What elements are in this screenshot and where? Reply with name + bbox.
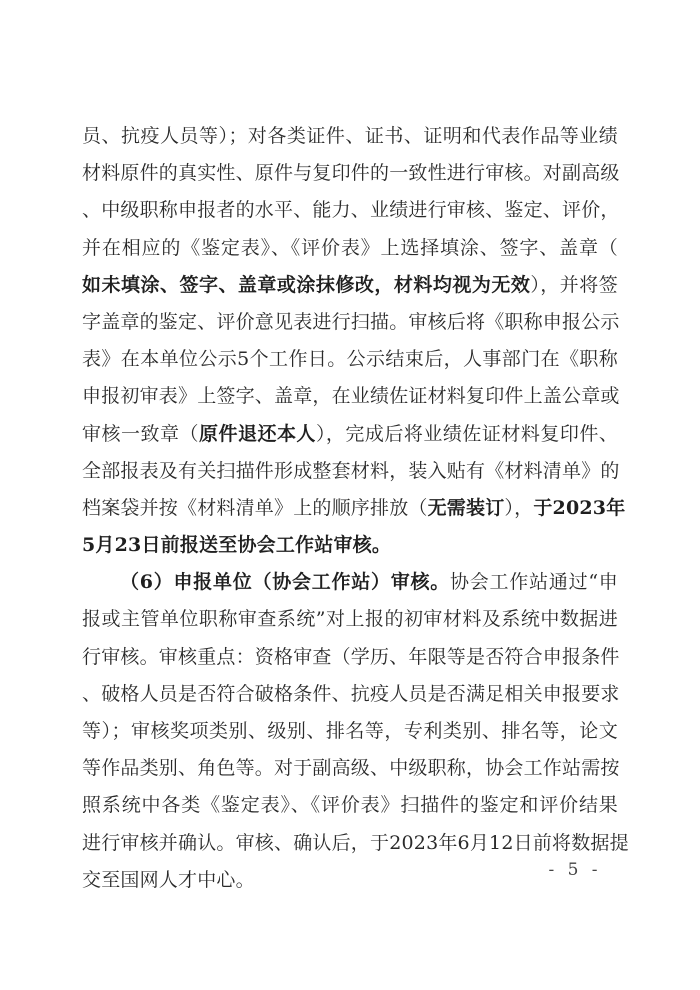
text-line — [82, 564, 618, 601]
text-segment: 进行审核并确认。审核、确认后，于2023年6月12日前将数据提 — [82, 831, 629, 854]
text-segment: 档案袋并按《材料清单》上的顺序排放（ — [82, 496, 428, 519]
text-line — [82, 304, 618, 341]
text-segment: 字盖章的鉴定、评价意见表进行扫描。审核后将《职称申报公示 — [82, 310, 620, 333]
emphasized-text: （6）申报单位（协会工作站）审核。 — [120, 571, 451, 594]
text-segment: 报或主管单位职称审查系统”对上报的初审材料及系统中数据进 — [82, 608, 618, 631]
text-line — [82, 230, 618, 267]
text-segment: 审核一致章（ — [82, 422, 199, 445]
text-segment: 等）；审核奖项类别、级别、排名等，专利类别、排名等，论文 — [82, 720, 618, 742]
text-segment: ），并将签 — [530, 273, 618, 296]
text-line — [82, 378, 618, 415]
text-line — [82, 453, 618, 490]
text-segment: ），完成后将业绩佐证材料复印件、 — [315, 422, 619, 445]
text-line — [82, 713, 618, 750]
text-segment: 等作品类别、角色等。对于副高级、中级职称，协会工作站需按 — [82, 757, 620, 780]
text-line — [82, 341, 618, 378]
text-line — [82, 825, 629, 862]
emphasized-text: 如未填涂、签字、盖章或涂抹修改，材料均视为无效 — [82, 273, 531, 296]
text-line — [82, 416, 618, 453]
text-line — [82, 601, 618, 638]
text-segment: 员、抗疫人员等）；对各类证件、证书、证明和代表作品等业绩 — [82, 125, 618, 147]
text-segment: 材料原件的真实性、原件与复印件的一致性进行审核。对副高级 — [82, 162, 620, 185]
body-text — [82, 118, 629, 899]
text-line — [82, 676, 618, 713]
text-segment: 行审核。审核重点：资格审查（学历、年限等是否符合申报条件 — [82, 645, 620, 668]
text-line — [82, 639, 618, 676]
text-segment: ）， — [504, 496, 534, 519]
text-segment: 表》在本单位公示5个工作日。公示结束后，人事部门在《职称 — [82, 348, 618, 371]
text-segment: 协会工作站通过“申 — [450, 571, 618, 594]
text-segment: 交至国网人才中心。 — [82, 868, 255, 891]
text-line — [82, 267, 618, 304]
text-line — [82, 490, 626, 527]
text-segment: 照系统中各类《鉴定表》、《评价表》扫描件的鉴定和评价结果 — [82, 794, 618, 817]
text-line — [82, 192, 618, 229]
text-line — [82, 527, 618, 564]
page-number: - 5 - — [548, 860, 602, 880]
emphasized-text: 5月23日前报送至协会工作站审核。 — [82, 534, 392, 557]
text-segment: 全部报表及有关扫描件形成整套材料，装入贴有《材料清单》的 — [82, 459, 620, 482]
text-segment: 、破格人员是否符合破格条件、抗疫人员是否满足相关申报要求 — [82, 682, 620, 705]
text-line — [82, 155, 618, 192]
text-line — [82, 787, 618, 824]
emphasized-text: 无需装订 — [427, 496, 505, 519]
text-segment: 、中级职称申报者的水平、能力、业绩进行审核、鉴定、评价， — [82, 199, 620, 222]
text-line — [82, 118, 618, 155]
text-segment: 申报初审表》上签字、盖章，在业绩佐证材料复印件上盖公章或 — [82, 385, 620, 408]
text-line — [82, 862, 618, 899]
emphasized-text: 原件退还本人 — [198, 422, 316, 445]
emphasized-text: 于2023年 — [533, 496, 626, 519]
text-segment: 并在相应的《鉴定表》、《评价表》上选择填涂、签字、盖章（ — [82, 236, 618, 259]
text-line — [82, 750, 618, 787]
